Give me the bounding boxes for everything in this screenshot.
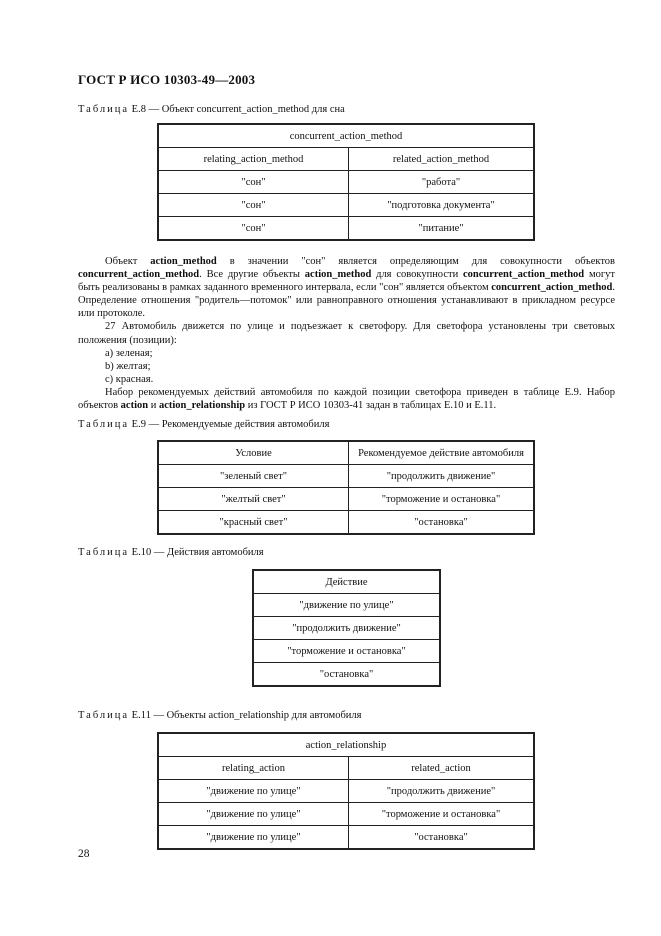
- paragraph: 27 Автомобиль движется по улице и подъезжает к светофору. Для светофора установлены три световых положения (позиции):: [78, 321, 615, 346]
- table-row: [158, 194, 534, 217]
- table-row: [158, 803, 534, 826]
- table-e10-caption: Таблица Е.10 — Действия автомобиля: [78, 547, 264, 558]
- table-cell: "красный свет": [158, 511, 349, 535]
- table-cell: "подготовка документа": [349, 194, 535, 217]
- paragraph: Набор рекомендуемых действий автомобиля по каждой позиции светофора приведен в таблице Е.9. Набор объектов action и action_relationship из ГОСТ Р ИСО 10303-41 задан в таблицах Е.10 и Е.11.: [78, 386, 615, 412]
- table-cell: "остановка": [349, 826, 535, 850]
- column-header: Условие: [158, 441, 349, 465]
- table-cell: "остановка": [349, 511, 535, 535]
- table-cell: "зеленый свет": [158, 465, 349, 488]
- table-e11: [157, 732, 535, 850]
- table-row: [158, 217, 534, 241]
- table-row: [158, 171, 534, 194]
- table-cell: "торможение и остановка": [253, 640, 440, 663]
- column-header: relating_action: [158, 757, 349, 780]
- table-e8: [157, 123, 535, 241]
- table-cell: "продолжить движение": [349, 465, 535, 488]
- column-header: relating_action_method: [158, 148, 349, 171]
- list-item: b) желтая;: [105, 360, 151, 372]
- table-cell: "движение по улице": [253, 594, 440, 617]
- table-row: [158, 780, 534, 803]
- caption-label: Таблица: [78, 104, 130, 115]
- table-cell: "торможение и остановка": [349, 803, 535, 826]
- column-header: Рекомендуемое действие автомобиля: [349, 441, 535, 465]
- body-text: [78, 255, 615, 412]
- column-header: Действие: [253, 570, 440, 594]
- table-row: [158, 465, 534, 488]
- table-title: concurrent_action_method: [158, 124, 534, 148]
- list-item: c) красная.: [105, 373, 154, 385]
- table-cell: "желтый свет": [158, 488, 349, 511]
- table-cell: "сон": [158, 217, 349, 241]
- table-e9-caption: Таблица Е.9 — Рекомендуемые действия автомобиля: [78, 419, 330, 430]
- caption-text: Е.8 — Объект concurrent_action_method для сна: [129, 104, 345, 115]
- table-cell: "движение по улице": [158, 826, 349, 850]
- table-cell: "продолжить движение": [349, 780, 535, 803]
- table-row: [158, 488, 534, 511]
- table-cell: "сон": [158, 171, 349, 194]
- table-e8-caption: [78, 104, 345, 115]
- table-row: [253, 617, 440, 640]
- paragraph: Объект action_method в значении "сон" является определяющим для совокупности объектов concurrent_action_method. Все другие объекты action_method для совокупности concurrent_action_method могут быть реализованы в рамках заданного временного интервала, если "сон" является объектом concurrent_action_method. Определение отношения "родитель—потомок" или равноправного отношения устанавливают в прикладном ресурсе или протоколе.: [78, 256, 615, 320]
- page-number: 28: [78, 848, 90, 860]
- column-header: related_action_method: [349, 148, 535, 171]
- table-e10: [252, 569, 441, 687]
- table-cell: "питание": [349, 217, 535, 241]
- table-cell: "остановка": [253, 663, 440, 687]
- table-row: [158, 826, 534, 850]
- list-item: a) зеленая;: [105, 347, 153, 359]
- table-cell: "торможение и остановка": [349, 488, 535, 511]
- table-row: [253, 663, 440, 687]
- table-e11-caption: Таблица Е.11 — Объекты action_relationship для автомобиля: [78, 710, 362, 721]
- table-cell: "работа": [349, 171, 535, 194]
- table-row: [158, 511, 534, 535]
- table-e9: [157, 440, 535, 535]
- document-header: ГОСТ Р ИСО 10303-49—2003: [78, 72, 256, 87]
- table-row: [253, 640, 440, 663]
- table-row: [253, 594, 440, 617]
- table-cell: "продолжить движение": [253, 617, 440, 640]
- table-cell: "движение по улице": [158, 803, 349, 826]
- table-title: action_relationship: [158, 733, 534, 757]
- table-cell: "движение по улице": [158, 780, 349, 803]
- table-cell: "сон": [158, 194, 349, 217]
- column-header: related_action: [349, 757, 535, 780]
